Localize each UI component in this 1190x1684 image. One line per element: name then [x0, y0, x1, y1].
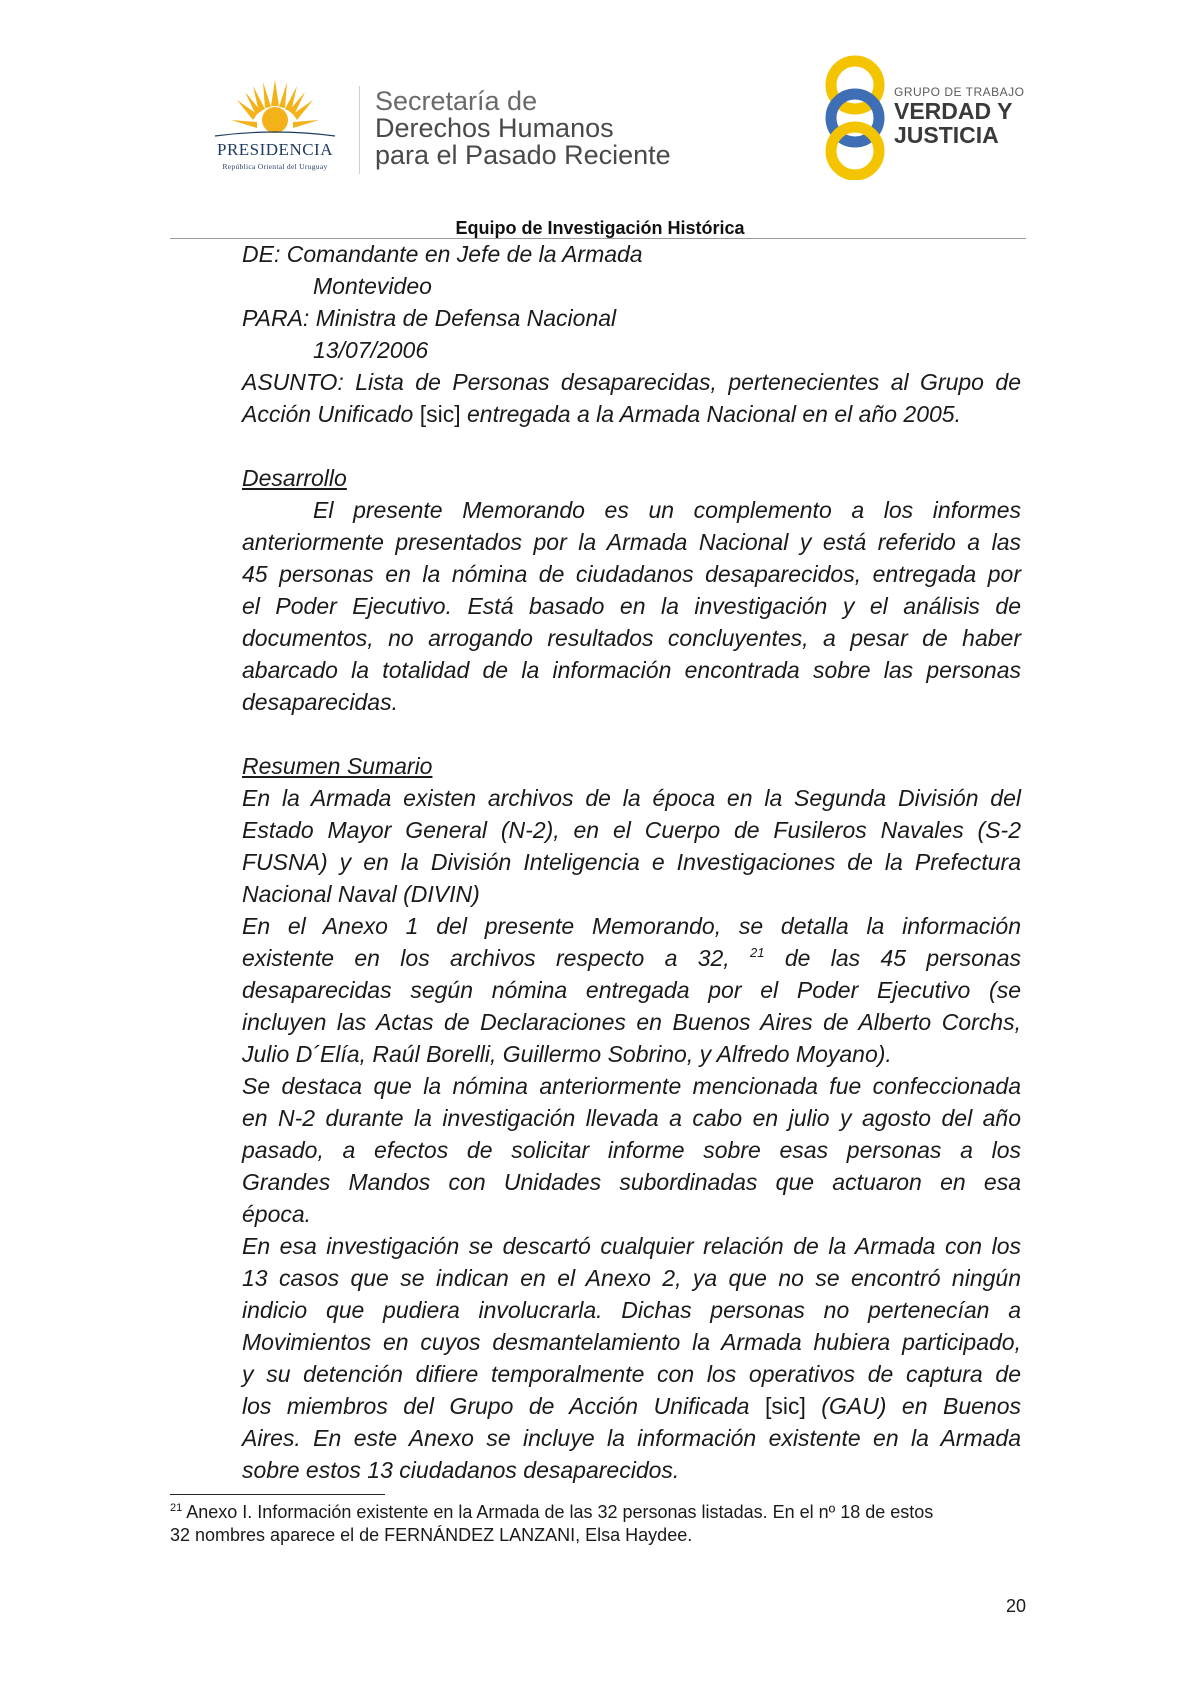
sun-emblem-icon: [195, 78, 355, 148]
memo-subject-line-2: Acción Unificado [sic] entregada a la Armada Nacional en el año 2005.: [242, 401, 961, 427]
resumen-line: Aires. En este Anexo se incluye la información existente en la Armada: [242, 1425, 1021, 1451]
resumen-line: sobre estos 13 ciudadanos desaparecidos.: [242, 1457, 680, 1483]
presidencia-name: PRESIDENCIA: [216, 140, 333, 159]
secretaria-line-3: para el Pasado Reciente: [375, 140, 671, 170]
verdad-justicia-logo: [822, 55, 1032, 180]
grupo-line-1: GRUPO DE TRABAJO: [894, 85, 1025, 99]
resumen-line-footnote-ref: existente en los archivos respecto a 32, $^{21}$ de las 45 personas: [242, 945, 1022, 971]
resumen-line: Grandes Mandos con Unidades subordinadas que actuaron en esa: [242, 1169, 1021, 1195]
page-number: 20: [1005, 1596, 1026, 1616]
resumen-line: Se destaca que la nómina anteriormente mencionada fue confeccionada: [242, 1073, 1021, 1099]
resumen-line: época.: [242, 1201, 312, 1227]
presidencia-subtitle: República Oriental del Uruguay: [222, 162, 328, 171]
memo-from: DE: Comandante en Jefe de la Armada: [242, 241, 643, 267]
memo-to: PARA: Ministra de Defensa Nacional: [242, 305, 617, 331]
resumen-line: desaparecidas según nómina entregada por el Poder Ejecutivo (se: [242, 977, 1021, 1003]
resumen-line: Estado Mayor General (N-2), en el Cuerpo de Fusileros Navales (S-2: [242, 817, 1021, 843]
desarrollo-heading: Desarrollo: [242, 465, 347, 491]
memo-place: Montevideo: [313, 273, 432, 299]
resumen-line: 13 casos que se indican en el Anexo 2, ya que no se encontró ningún: [242, 1265, 1021, 1291]
grupo-line-3: JUSTICIA: [894, 122, 999, 148]
resumen-line: incluyen las Actas de Declaraciones en Buenos Aires de Alberto Corchs,: [242, 1009, 1021, 1035]
footnote: [170, 1501, 1026, 1547]
resumen-line: y su detención difiere temporalmente con los operativos de captura de: [242, 1361, 1021, 1387]
secretaria-title: [375, 88, 671, 169]
secretaria-line-1: Secretaría de: [375, 86, 538, 116]
presidencia-logo: [195, 78, 355, 178]
resumen-line-sic: los miembros del Grupo de Acción Unificada [sic] (GAU) en Buenos: [242, 1393, 1021, 1419]
desarrollo-line: 45 personas en la nómina de ciudadanos desaparecidos, entregada por: [242, 561, 1021, 587]
memo-date: 13/07/2006: [313, 337, 429, 363]
resumen-line: En el Anexo 1 del presente Memorando, se detalla la información: [242, 913, 1021, 939]
memo-body: [242, 238, 1021, 1486]
footnote-number: 21: [170, 1502, 183, 1514]
resumen-line: En la Armada existen archivos de la época en la Segunda División del: [242, 785, 1021, 811]
secretaria-line-2: Derechos Humanos: [375, 113, 614, 143]
resumen-line: indicio que pudiera involucrarla. Dichas personas no pertenecían a: [242, 1297, 1021, 1323]
resumen-line: en N-2 durante la investigación llevada a cabo en julio y agosto del año: [242, 1105, 1021, 1131]
equipo-heading: Equipo de Investigación Histórica: [455, 218, 745, 238]
footnote-text-2: 32 nombres aparece el de FERNÁNDEZ LANZANI, Elsa Haydee.: [170, 1525, 693, 1545]
linked-rings-icon: [822, 55, 892, 180]
resumen-line: pasado, a efectos de solicitar informe sobre esas personas a los: [242, 1137, 1021, 1163]
desarrollo-line: El presente Memorando es un complemento a los informes: [313, 497, 1021, 523]
desarrollo-line: desaparecidas.: [242, 689, 398, 715]
resumen-heading: Resumen Sumario: [242, 753, 433, 779]
grupo-line-2: VERDAD Y: [894, 98, 1013, 124]
resumen-line: En esa investigación se descartó cualquier relación de la Armada con los: [242, 1233, 1021, 1259]
sic-marker: [sic]: [764, 1393, 806, 1419]
memo-subject-line-1: ASUNTO: Lista de Personas desaparecidas, pertenecientes al Grupo de: [242, 369, 1021, 395]
sic-marker: [sic]: [419, 401, 461, 427]
desarrollo-line: anteriormente presentados por la Armada Nacional y está referido a las: [242, 529, 1021, 555]
resumen-line: Julio D´Elía, Raúl Borelli, Guillermo Sobrino, y Alfredo Moyano).: [242, 1041, 892, 1067]
footnote-ref: 21: [750, 945, 765, 960]
resumen-line: Movimientos en cuyos desmantelamiento la Armada hubiera participado,: [242, 1329, 1021, 1355]
resumen-line: FUSNA) y en la División Inteligencia e Investigaciones de la Prefectura: [242, 849, 1021, 875]
grupo-name: [894, 99, 1012, 147]
footnote-text-1: Anexo I. Información existente en la Armada de las 32 personas listadas. En el nº 18 de estos: [182, 1502, 934, 1522]
resumen-line: Nacional Naval (DIVIN): [242, 881, 480, 907]
desarrollo-line: el Poder Ejecutivo. Está basado en la investigación y el análisis de: [242, 593, 1021, 619]
desarrollo-line: documentos, no arrogando resultados concluyentes, a pesar de haber: [242, 625, 1021, 651]
header-divider: [359, 86, 360, 174]
desarrollo-line: abarcado la totalidad de la información encontrada sobre las personas: [242, 657, 1021, 683]
footnote-rule: [170, 1494, 385, 1495]
